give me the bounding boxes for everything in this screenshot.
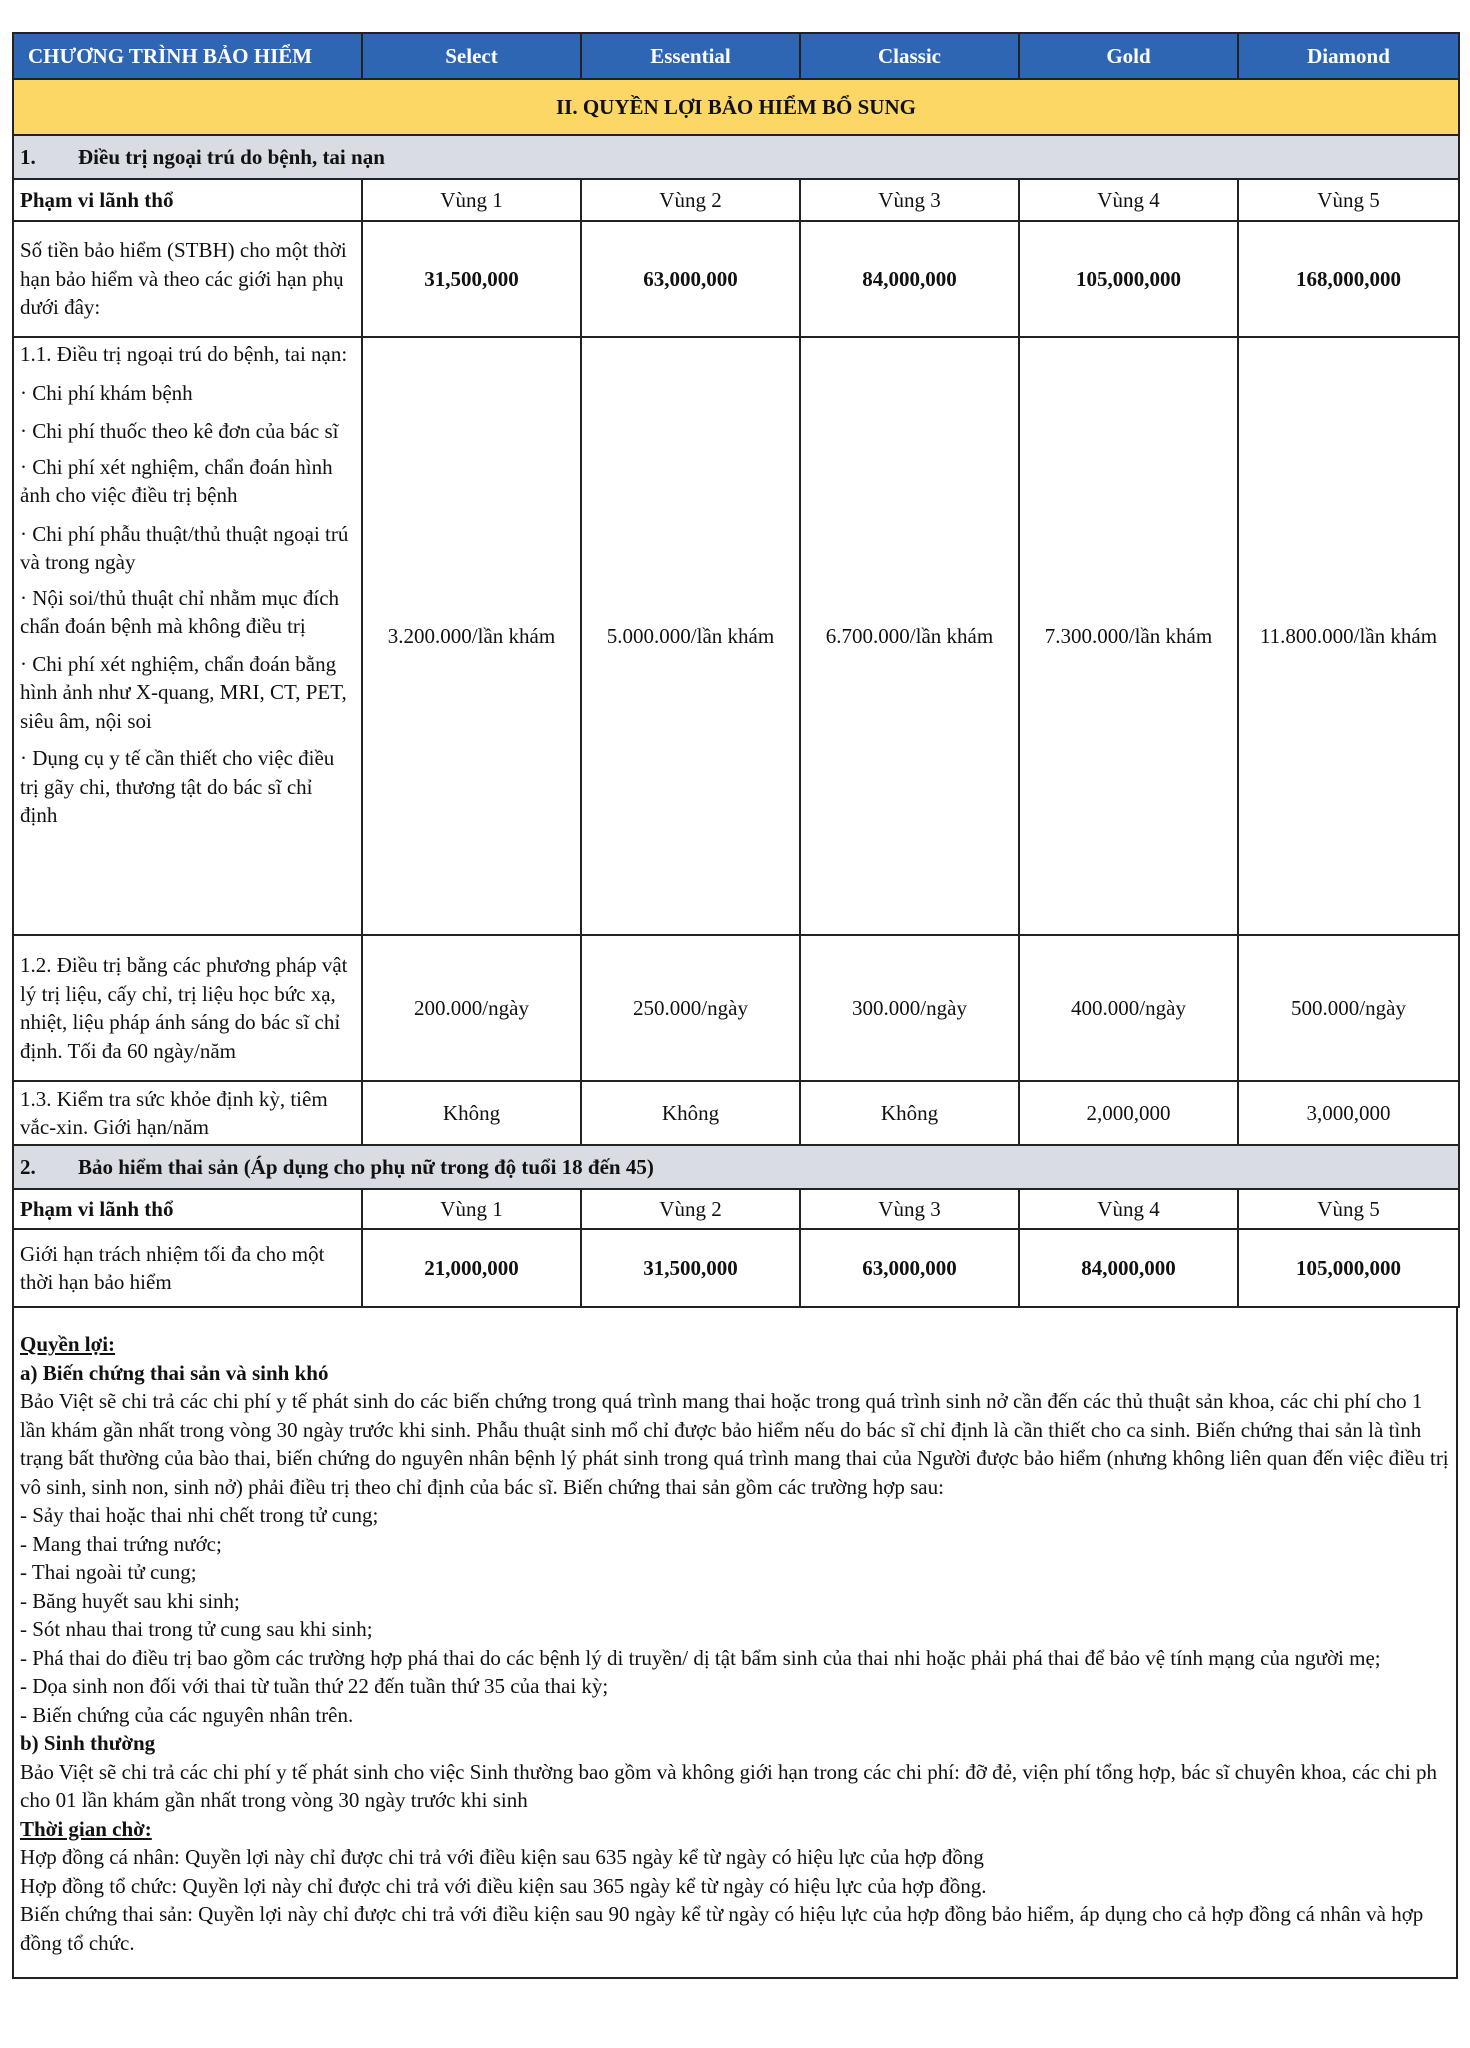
waiting-period-line: Hợp đồng tổ chức: Quyền lợi này chỉ được chi trả với điều kiện sau 365 ngày kể từ ngày có hiệu lực của hợp đồng.	[20, 1873, 987, 1898]
benefits-table	[12, 32, 1460, 1308]
complication-item: - Mang thai trứng nước;	[20, 1531, 222, 1556]
treatment-value: 6.700.000/lần khám	[800, 337, 1019, 935]
outpatient-territory-row	[13, 179, 1459, 221]
treatment-value: 11.800.000/lần khám	[1238, 337, 1459, 935]
checkup-value: Không	[581, 1081, 800, 1145]
checkup-value: Không	[800, 1081, 1019, 1145]
outpatient-treatment-row	[13, 337, 1459, 935]
checkup-value: Không	[362, 1081, 581, 1145]
complication-item: - Dọa sinh non đối với thai từ tuần thứ 22 đến tuần thứ 35 của thai kỳ;	[20, 1674, 609, 1698]
treatment-title: 1.1. Điều trị ngoại trú do bệnh, tai nạn:	[20, 342, 348, 366]
territory-label: Phạm vi lãnh thổ	[13, 179, 362, 221]
header-plan-diamond: Diamond	[1238, 33, 1459, 79]
physiotherapy-value: 300.000/ngày	[800, 935, 1019, 1081]
treatment-item: · Nội soi/thủ thuật chỉ nhằm mục đích chẩn đoán bệnh mà không điều trị	[20, 585, 340, 638]
header-program: CHƯƠNG TRÌNH BẢO HIỂM	[13, 33, 362, 79]
checkup-value: 3,000,000	[1238, 1081, 1459, 1145]
physiotherapy-row	[13, 935, 1459, 1081]
limit-value: 31,500,000	[581, 1229, 800, 1307]
treatment-value: 7.300.000/lần khám	[1019, 337, 1238, 935]
complication-item: - Biến chứng của các nguyên nhân trên.	[20, 1702, 354, 1727]
complications-heading: a) Biến chứng thai sản và sinh khó	[20, 1360, 329, 1385]
header-plan-classic: Classic	[800, 33, 1019, 79]
outpatient-heading	[13, 135, 1459, 179]
maternity-heading	[13, 1145, 1459, 1189]
header-row	[13, 33, 1459, 79]
complication-item: - Băng huyết sau khi sinh;	[20, 1588, 240, 1613]
maternity-number: 2.	[20, 1154, 36, 1179]
zone-cell: Vùng 5	[1238, 179, 1459, 221]
complication-item: - Thai ngoài tử cung;	[20, 1560, 197, 1584]
maternity-territory-row	[13, 1189, 1459, 1229]
waiting-period-line: Hợp đồng cá nhân: Quyền lợi này chỉ được chi trả với điều kiện sau 635 ngày kể từ ngày có hiệu lực của hợp đồng	[20, 1845, 984, 1869]
zone-cell: Vùng 4	[1019, 1189, 1238, 1229]
header-plan-gold: Gold	[1019, 33, 1238, 79]
complication-item: - Sảy thai hoặc thai nhi chết trong tử cung;	[20, 1503, 379, 1527]
outpatient-treatment-label	[13, 337, 362, 935]
zone-cell: Vùng 4	[1019, 179, 1238, 221]
sum-value: 31,500,000	[362, 221, 581, 337]
physiotherapy-value: 400.000/ngày	[1019, 935, 1238, 1081]
treatment-item: · Chi phí xét nghiệm, chẩn đoán bằng hình ảnh như X-quang, MRI, CT, PET, siêu âm, nội soi	[20, 651, 347, 733]
treatment-item: · Chi phí khám bệnh	[20, 380, 193, 405]
maternity-title: Bảo hiểm thai sản (Áp dụng cho phụ nữ trong độ tuổi 18 đến 45)	[78, 1154, 654, 1179]
waiting-period-heading: Thời gian chờ:	[20, 1816, 152, 1841]
section-title: II. QUYỀN LỢI BẢO HIỂM BỔ SUNG	[13, 79, 1459, 135]
insurance-benefits-sheet	[12, 32, 1458, 1979]
checkup-value: 2,000,000	[1019, 1081, 1238, 1145]
zone-cell: Vùng 3	[800, 179, 1019, 221]
physiotherapy-label: 1.2. Điều trị bằng các phương pháp vật lý trị liệu, cấy chỉ, trị liệu học bức xạ, nhiệt, liệu pháp ánh sáng do bác sĩ chỉ định. Tối đa 60 ngày/năm	[13, 935, 362, 1081]
zone-cell: Vùng 1	[362, 1189, 581, 1229]
physiotherapy-value: 250.000/ngày	[581, 935, 800, 1081]
zone-cell: Vùng 3	[800, 1189, 1019, 1229]
treatment-value: 5.000.000/lần khám	[581, 337, 800, 935]
header-plan-essential: Essential	[581, 33, 800, 79]
physiotherapy-value: 200.000/ngày	[362, 935, 581, 1081]
normal-birth-text: Bảo Việt sẽ chi trả các chi phí y tế phát sinh cho việc Sinh thường bao gồm và không giới hạn trong các chi phí: đỡ đẻ, viện phí tổng hợp, bác sĩ chuyên khoa, các chi ph cho 01 lần khám gần nhất trong vòng 30 ngày trước khi sinh	[20, 1759, 1438, 1812]
maternity-notes	[12, 1308, 1458, 1979]
treatment-item: · Dụng cụ y tế cần thiết cho việc điều trị gãy chi, thương tật do bác sĩ chỉ định	[20, 746, 335, 827]
limit-value: 21,000,000	[362, 1229, 581, 1307]
waiting-period-line: Biến chứng thai sản: Quyền lợi này chỉ được chi trả với điều kiện sau 90 ngày kể từ ngày có hiệu lực của hợp đồng bảo hiểm, áp dụng cho cả hợp đồng cá nhân và hợp đồng tổ chức.	[20, 1902, 1424, 1955]
sum-value: 105,000,000	[1019, 221, 1238, 337]
normal-birth-heading: b) Sinh thường	[20, 1731, 156, 1755]
maternity-limit-row	[13, 1229, 1459, 1307]
treatment-item: · Chi phí thuốc theo kê đơn của bác sĩ	[20, 419, 339, 443]
treatment-value: 3.200.000/lần khám	[362, 337, 581, 935]
outpatient-heading-row	[13, 135, 1459, 179]
sum-insured-row	[13, 221, 1459, 337]
zone-cell: Vùng 5	[1238, 1189, 1459, 1229]
treatment-item: · Chi phí xét nghiệm, chẩn đoán hình ảnh cho việc điều trị bệnh	[20, 454, 333, 507]
treatment-item: · Chi phí phẫu thuật/thủ thuật ngoại trú và trong ngày	[20, 521, 349, 574]
territory-label: Phạm vi lãnh thổ	[13, 1189, 362, 1229]
benefits-heading: Quyền lợi:	[20, 1332, 116, 1356]
sum-value: 63,000,000	[581, 221, 800, 337]
checkup-row	[13, 1081, 1459, 1145]
physiotherapy-value: 500.000/ngày	[1238, 935, 1459, 1081]
header-plan-select: Select	[362, 33, 581, 79]
sum-insured-label: Số tiền bảo hiểm (STBH) cho một thời hạn bảo hiểm và theo các giới hạn phụ dưới đây:	[13, 221, 362, 337]
sum-value: 168,000,000	[1238, 221, 1459, 337]
complication-item: - Sót nhau thai trong tử cung sau khi sinh;	[20, 1617, 373, 1641]
limit-value: 84,000,000	[1019, 1229, 1238, 1307]
outpatient-title: Điều trị ngoại trú do bệnh, tai nạn	[78, 144, 385, 169]
maternity-heading-row	[13, 1145, 1459, 1189]
zone-cell: Vùng 1	[362, 179, 581, 221]
limit-value: 105,000,000	[1238, 1229, 1459, 1307]
section-row	[13, 79, 1459, 135]
maternity-limit-label: Giới hạn trách nhiệm tối đa cho một thời hạn bảo hiểm	[13, 1229, 362, 1307]
complications-text: Bảo Việt sẽ chi trả các chi phí y tế phát sinh do các biến chứng trong quá trình mang thai hoặc trong quá trình sinh nở cần đến các thủ thuật sản khoa, các chi phí cho 1 lần khám gần nhất trong vòng 30 ngày trước khi sinh. Phẫu thuật sinh mổ chỉ được bảo hiểm nếu do bác sĩ chỉ định là cần thiết cho ca sinh. Biến chứng thai sản là tình trạng bất thường của bào thai, biến chứng do nguyên nhân bệnh lý phát sinh trong quá trình mang thai của Người được bảo hiểm (nhưng không liên quan đến việc điều trị vô sinh, sinh non, sinh nở) phải điều trị theo chỉ định của bác sĩ. Biến chứng thai sản gồm các trường hợp sau:	[20, 1389, 1449, 1499]
limit-value: 63,000,000	[800, 1229, 1019, 1307]
complication-item: - Phá thai do điều trị bao gồm các trường hợp phá thai do các bệnh lý di truyền/ dị tật bẩm sinh của thai nhi hoặc phải phá thai để bảo vệ tính mạng của người mẹ;	[20, 1645, 1381, 1670]
zone-cell: Vùng 2	[581, 1189, 800, 1229]
checkup-label: 1.3. Kiểm tra sức khỏe định kỳ, tiêm vắc-xin. Giới hạn/năm	[13, 1081, 362, 1145]
sum-value: 84,000,000	[800, 221, 1019, 337]
zone-cell: Vùng 2	[581, 179, 800, 221]
outpatient-number: 1.	[20, 144, 36, 169]
